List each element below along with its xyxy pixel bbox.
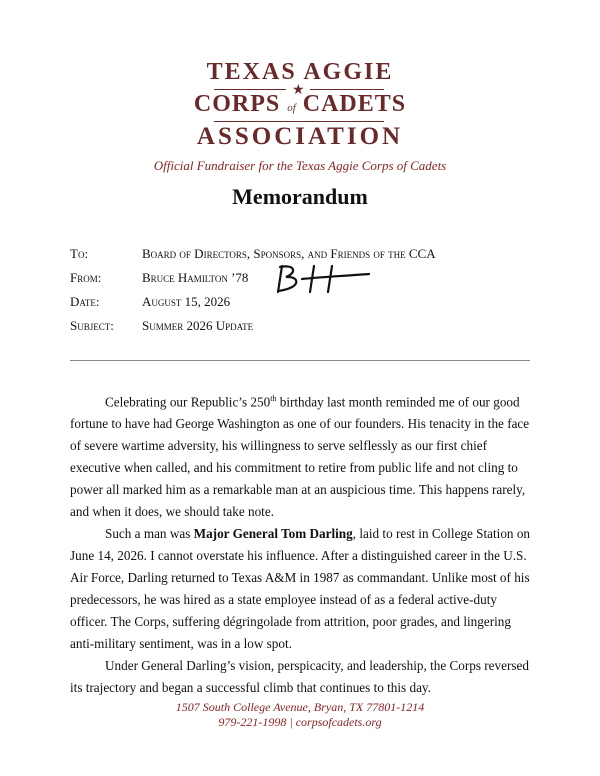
footer [0, 700, 600, 730]
logo-of: of [287, 102, 296, 114]
body-paragraph-1 [70, 388, 530, 523]
p1-text-a: Celebrating our Republic’s 250 [105, 394, 271, 410]
p1-text-b: birthday last month reminded me of our good fortune to have had George Washington as one of our founders. His tenacity in the face of severe wartime adversity, his willingness to serve selflessly as our first chief executive when called, and his commitment to retire from public life and not cling to power all marked him as a remarkable man at an auspicious time. This happens rarely, and when it does, we should take note. [70, 394, 530, 520]
to-label: To: [70, 246, 89, 261]
logo-cadets: CADETS [302, 91, 407, 117]
body-paragraph-3: Under General Darling’s vision, perspicacity, and leadership, the Corps reversed its trajectory and began a successful climb that continues to this day. [70, 658, 529, 696]
association-logo [0, 60, 600, 149]
footer-address: 1507 South College Avenue, Bryan, TX 77801-1214 [175, 700, 425, 714]
logo-rule-bottom [214, 121, 384, 122]
from-label: From: [70, 270, 102, 285]
header-divider [70, 360, 530, 361]
tagline: Official Fundraiser for the Texas Aggie Corps of Cadets [153, 158, 447, 173]
date-row [70, 294, 230, 310]
from-row [70, 270, 248, 286]
footer-contact: 979-221-1998 | corpsofcadets.org [218, 715, 382, 729]
memo-title: Memorandum [232, 184, 368, 209]
subject-value: Summer 2026 Update [142, 318, 254, 333]
body-paragraph-2 [70, 523, 530, 655]
p2-text-a: Such a man was [105, 526, 194, 542]
logo-line-texas-aggie: TEXAS AGGIE [206, 59, 394, 85]
memo-body [70, 388, 530, 699]
logo-rule-left [214, 89, 286, 90]
subject-row [70, 318, 253, 334]
subject-label: Subject: [70, 318, 114, 333]
star-icon: ★ [292, 83, 305, 98]
logo-corps: CORPS [193, 91, 281, 117]
signature-initials [274, 262, 374, 296]
p2-bold-name: Major General Tom Darling [193, 526, 353, 542]
from-value: Bruce Hamilton ’78 [142, 270, 249, 285]
to-value: Board of Directors, Sponsors, and Friends of the CCA [142, 246, 436, 261]
logo-rule-right [310, 89, 384, 90]
p2-text-b: , laid to rest in College Station on June 14, 2026. I cannot overstate his influence. After a distinguished career in the U.S. Air Force, Darling returned to Texas A&M in 1987 as commandant. Unlike most of his predecessors, he was hired as a state employee instead of as a federal active-duty officer. The Corps, suffering dégringolade from attrition, poor grades, and lingering anti-military sentiment, was in a low spot. [70, 526, 531, 652]
logo-line-association: ASSOCIATION [196, 123, 404, 150]
date-value: August 15, 2026 [142, 294, 231, 309]
p1-superscript: th [270, 394, 277, 403]
to-row [70, 246, 436, 262]
date-label: Date: [70, 294, 100, 309]
